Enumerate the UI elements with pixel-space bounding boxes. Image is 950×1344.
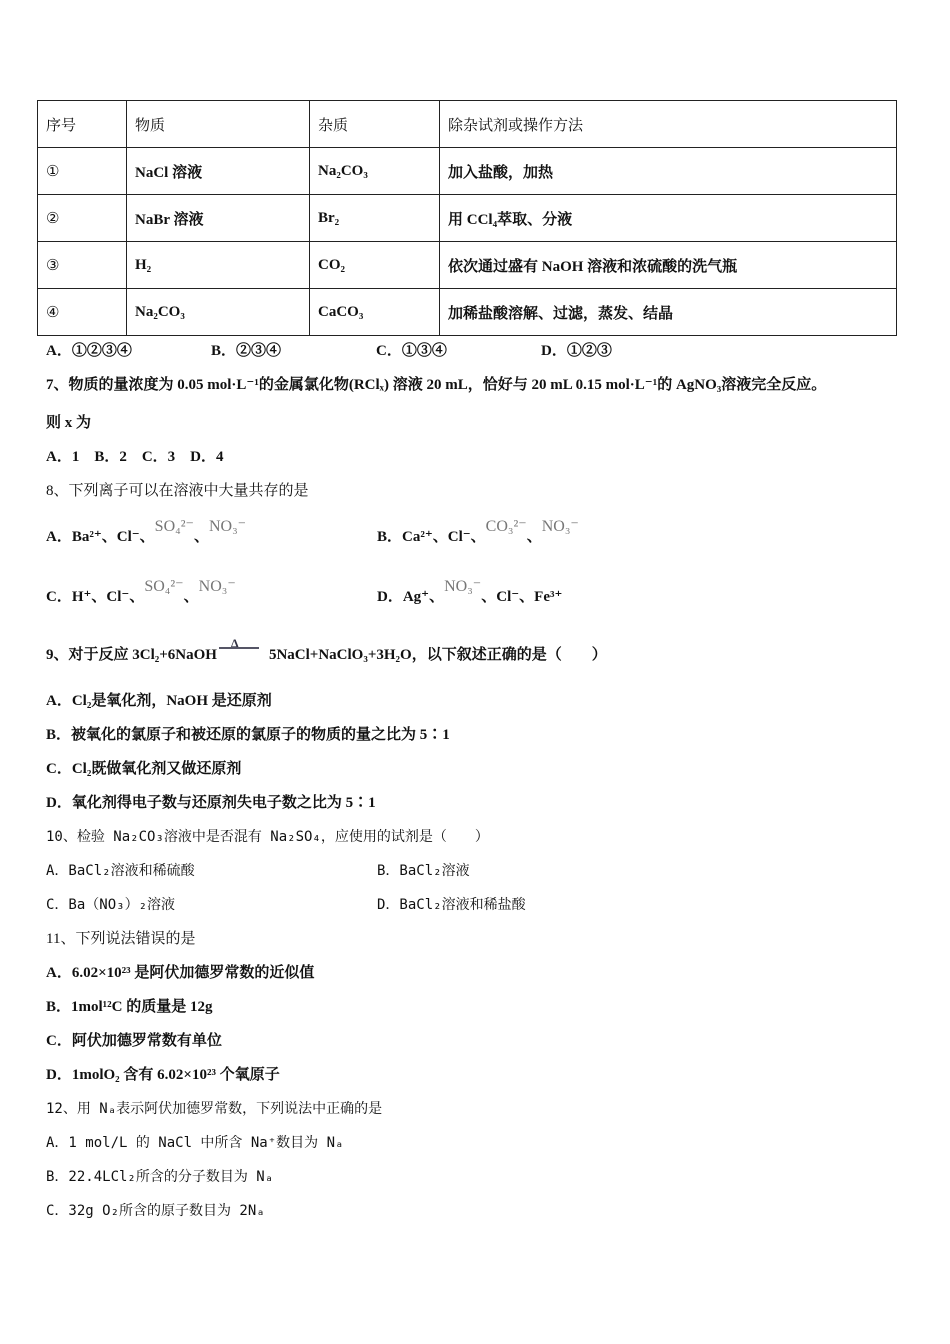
q8-option-c: [46, 578, 236, 607]
table-cell: ③: [38, 242, 127, 289]
table-row: [38, 242, 897, 289]
table-header-cell: 除杂试剂或操作方法: [440, 101, 897, 148]
impurity-table: [37, 100, 897, 336]
ion-formula: NO₃⁻: [541, 518, 579, 535]
option: C．①③④: [376, 343, 447, 359]
q7-options: A．1 B．2 C．3 D．4: [46, 449, 224, 465]
option: B．②③④: [211, 343, 282, 359]
q7-stem: 7、物质的量浓度为 0.05 mol·L⁻¹的金属氯化物(RClₓ) 溶液 20 mL，恰好与 20 mL 0.15 mol·L⁻¹的 AgNO₃溶液完全反应。: [46, 377, 827, 393]
table-row: [38, 289, 897, 336]
ion-formula: SO₄²⁻: [144, 578, 184, 595]
q12-option: B．22.4LCl₂所含的分子数目为 Nₐ: [46, 1169, 274, 1185]
q9-option: D．氧化剂得电子数与还原剂失电子数之比为 5∶1: [46, 795, 376, 811]
reaction-left: 9、对于反应 3Cl₂+6NaOH: [46, 647, 217, 663]
q12-option: A．1 mol/L 的 NaCl 中所含 Na⁺数目为 Nₐ: [46, 1135, 344, 1151]
option-label: C．H⁺、Cl⁻、: [46, 589, 145, 605]
table-cell: 依次通过盛有 NaOH 溶液和浓硫酸的洗气瓶: [440, 242, 897, 289]
q12-option: C．32g O₂所含的原子数目为 2Nₐ: [46, 1203, 265, 1219]
q11-option: B．1mol¹²C 的质量是 12g: [46, 999, 213, 1015]
separator: 、: [193, 529, 209, 545]
q6-options: [46, 341, 706, 361]
table-cell: 加入盐酸，加热: [440, 148, 897, 195]
q9-option: B．被氧化的氯原子和被还原的氯原子的物质的量之比为 5∶1: [46, 727, 450, 743]
table-header-cell: 杂质: [310, 101, 440, 148]
q8-option-a: [46, 518, 247, 547]
table-cell: 用 CCl₄萃取、分液: [440, 195, 897, 242]
table-cell: NaBr 溶液: [127, 195, 310, 242]
q12-stem: 12、用 Nₐ表示阿伏加德罗常数，下列说法中正确的是: [46, 1101, 383, 1117]
q9-option: A．Cl₂是氧化剂，NaOH 是还原剂: [46, 693, 272, 709]
table-cell: CaCO₃: [310, 289, 440, 336]
q10-stem: 10、检验 Na₂CO₃溶液中是否混有 Na₂SO₄，应使用的试剂是（ ）: [46, 829, 489, 845]
q7-stem-cont: 则 x 为: [46, 415, 92, 431]
option-label: D．Ag⁺、: [377, 589, 445, 605]
option-label: A．Ba²⁺、Cl⁻、: [46, 529, 155, 545]
ion-formula: NO₃⁻: [208, 518, 247, 535]
q10-option: D．BaCl₂溶液和稀盐酸: [377, 897, 526, 913]
reaction-right: 5NaCl+NaClO₃+3H₂O，以下叙述正确的是（ ）: [268, 647, 607, 663]
q10-option: C．Ba（NO₃）₂溶液: [46, 897, 176, 913]
ion-formula: SO₄²⁻: [154, 518, 194, 535]
table-row: [38, 195, 897, 242]
separator: 、: [526, 529, 542, 545]
table-cell: H₂: [127, 242, 310, 289]
table-cell: ④: [38, 289, 127, 336]
heat-condition: Δ: [230, 635, 239, 650]
table-cell: ①: [38, 148, 127, 195]
option-label: B．Ca²⁺、Cl⁻、: [377, 529, 486, 545]
table-header: [38, 101, 897, 148]
q10-option: B．BaCl₂溶液: [377, 863, 470, 879]
table-header-cell: 序号: [38, 101, 127, 148]
q9-stem: [46, 635, 607, 665]
option-rest: 、Cl⁻、Fe³⁺: [481, 589, 563, 605]
table-cell: NaCl 溶液: [127, 148, 310, 195]
q9-option: C．Cl₂既做氧化剂又做还原剂: [46, 761, 242, 777]
q8-option-b: [377, 518, 579, 547]
table-header-cell: 物质: [127, 101, 310, 148]
table-cell: ②: [38, 195, 127, 242]
heating-arrow-icon: [219, 635, 259, 650]
table-cell: 加稀盐酸溶解、过滤，蒸发、结晶: [440, 289, 897, 336]
q11-option: C．阿伏加德罗常数有单位: [46, 1033, 222, 1049]
table-cell: Br₂: [310, 195, 440, 242]
q8-stem: 8、下列离子可以在溶液中大量共存的是: [46, 483, 309, 499]
ion-formula: NO₃⁻: [198, 578, 236, 595]
table-cell: Na₂CO₃: [310, 148, 440, 195]
q8-option-d: [377, 578, 563, 607]
table-cell: Na₂CO₃: [127, 289, 310, 336]
q11-option: A．6.02×10²³ 是阿伏加德罗常数的近似值: [46, 965, 315, 981]
q10-option: A．BaCl₂溶液和稀硫酸: [46, 863, 195, 879]
table-row: [38, 148, 897, 195]
separator: 、: [183, 589, 199, 605]
option: A．①②③④: [46, 343, 132, 359]
q11-option: D．1molO₂ 含有 6.02×10²³ 个氧原子: [46, 1067, 280, 1083]
q11-stem: 11、下列说法错误的是: [46, 931, 196, 947]
table-cell: CO₂: [310, 242, 440, 289]
ion-formula: NO₃⁻: [444, 578, 482, 595]
option: D．①②③: [541, 343, 612, 359]
ion-formula: CO₃²⁻: [485, 518, 527, 535]
